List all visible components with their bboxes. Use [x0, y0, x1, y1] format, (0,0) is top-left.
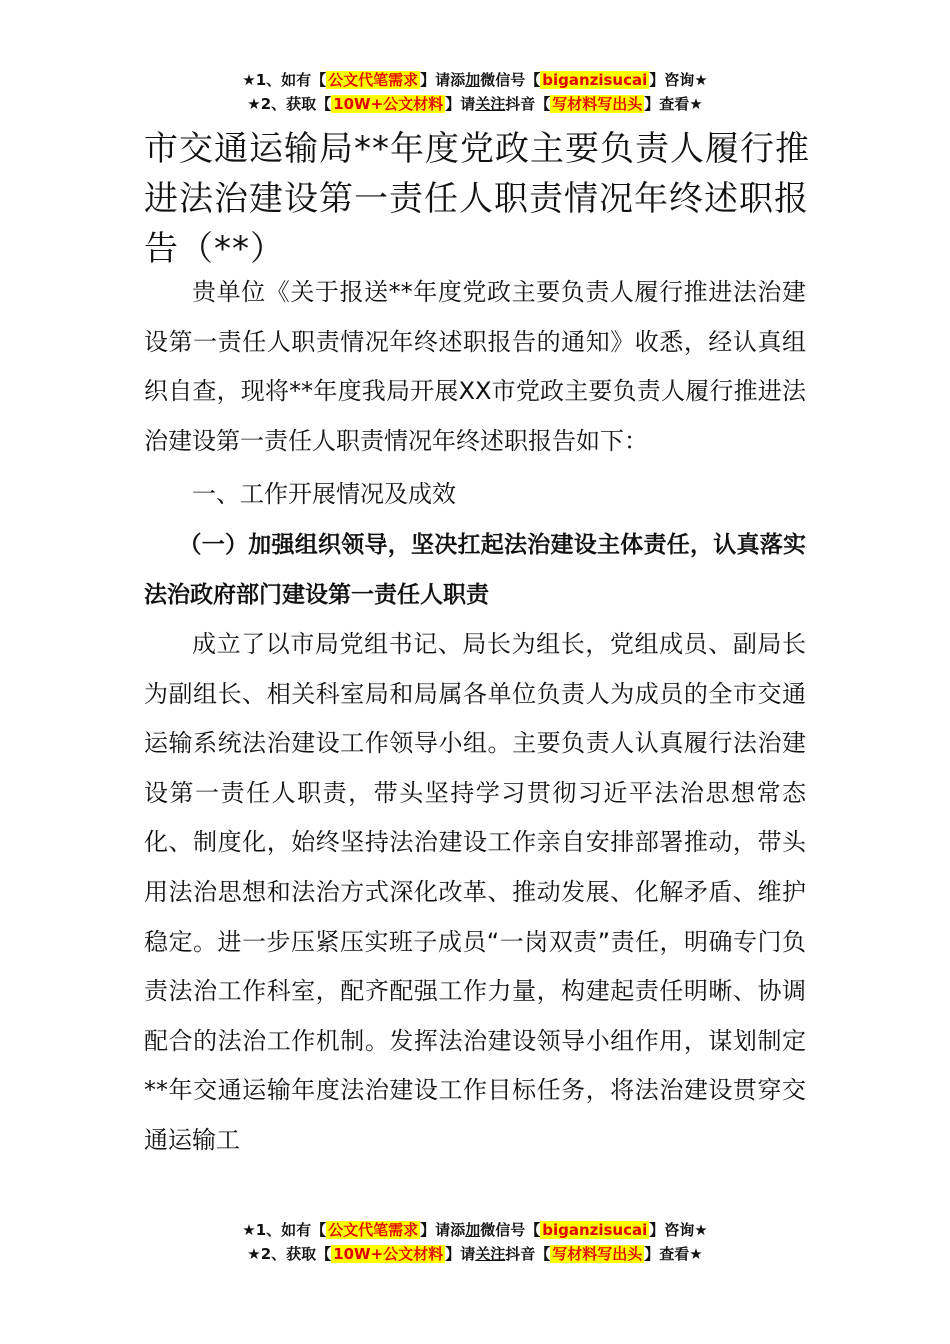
promo-highlight-douyin: 写材料写出头: [552, 95, 643, 113]
promo-line-2-prefix: ★2、获取【: [247, 1245, 332, 1263]
promo-line-2-bottom: [0, 1242, 950, 1266]
document-body: [144, 268, 806, 1166]
promo-line-2-suffix: 】查看★: [644, 95, 703, 113]
promo-line-2-suffix: 】查看★: [644, 1245, 703, 1263]
promo-line-1-bottom: [0, 1218, 950, 1242]
promo-line-2-underlined: 关注: [475, 1245, 506, 1263]
bottom-promo-banner: [0, 1218, 950, 1266]
promo-line-1-prefix: ★1、如有【: [242, 71, 327, 89]
promo-highlight-wechat-id: biganzisucai: [542, 1221, 648, 1239]
promo-line-2-middle: 】请: [445, 1245, 476, 1263]
document-title: 市交通运输局**年度党政主要负责人履行推进法治建设第一责任人职责情况年终述职报告（**）: [144, 129, 810, 269]
promo-line-2: [0, 92, 950, 116]
promo-line-2-underlined: 关注: [475, 95, 506, 113]
promo-line-1-middle2: 微信号【: [480, 71, 541, 89]
promo-highlight-materials: 10W+公文材料: [333, 1245, 444, 1263]
promo-highlight-wechat-id: biganzisucai: [542, 71, 648, 89]
promo-line-1-underlined: 加: [465, 71, 481, 89]
promo-line-1-middle: 】请添: [420, 71, 466, 89]
promo-line-2-middle2: 抖音【: [505, 1245, 551, 1263]
promo-line-1-suffix: 】咨询★: [649, 71, 708, 89]
promo-highlight-materials: 10W+公文材料: [333, 95, 444, 113]
promo-line-2-prefix: ★2、获取【: [247, 95, 332, 113]
promo-line-1-suffix: 】咨询★: [649, 1221, 708, 1239]
promo-line-2-middle: 】请: [445, 95, 476, 113]
promo-highlight-ghostwriting: 公文代笔需求: [328, 71, 419, 89]
promo-line-1-middle2: 微信号【: [480, 1221, 541, 1239]
subsection-heading-1: （一）加强组织领导，坚决扛起法治建设主体责任，认真落实法治政府部门建设第一责任人职责: [144, 531, 806, 608]
intro-paragraph: 贵单位《关于报送**年度党政主要负责人履行推进法治建设第一责任人职责情况年终述职报告的通知》收悉，经认真组织自查，现将**年度我局开展XX市党政主要负责人履行推进法治建设第一责任人职责情况年终述职报告如下：: [144, 278, 806, 455]
body-paragraph-1: 成立了以市局党组书记、局长为组长，党组成员、副局长为副组长、相关科室局和局属各单位负责人为成员的全市交通运输系统法治建设工作领导小组。主要负责人认真履行法治建设第一责任人职责，带头坚持学习贯彻习近平法治思想常态化、制度化，始终坚持法治建设工作亲自安排部署推动，带头用法治思想和法治方式深化改革、推动发展、化解矛盾、维护稳定。进一步压紧压实班子成员“一岗双责”责任，明确专门负责法治工作科室，配齐配强工作力量，构建起责任明晰、协调配合的法治工作机制。发挥法治建设领导小组作用，谋划制定**年交通运输年度法治建设工作目标任务，将法治建设贯穿交通运输工: [144, 629, 806, 1154]
promo-highlight-douyin: 写材料写出头: [552, 1245, 643, 1263]
promo-highlight-ghostwriting: 公文代笔需求: [328, 1221, 419, 1239]
promo-line-1-middle: 】请添: [420, 1221, 466, 1239]
promo-line-2-middle2: 抖音【: [505, 95, 551, 113]
promo-line-1-underlined: 加: [465, 1221, 481, 1239]
promo-line-1-prefix: ★1、如有【: [242, 1221, 327, 1239]
promo-line-1: [0, 68, 950, 92]
top-promo-banner: [0, 68, 950, 116]
section-heading-1: 一、工作开展情况及成效: [192, 480, 456, 509]
